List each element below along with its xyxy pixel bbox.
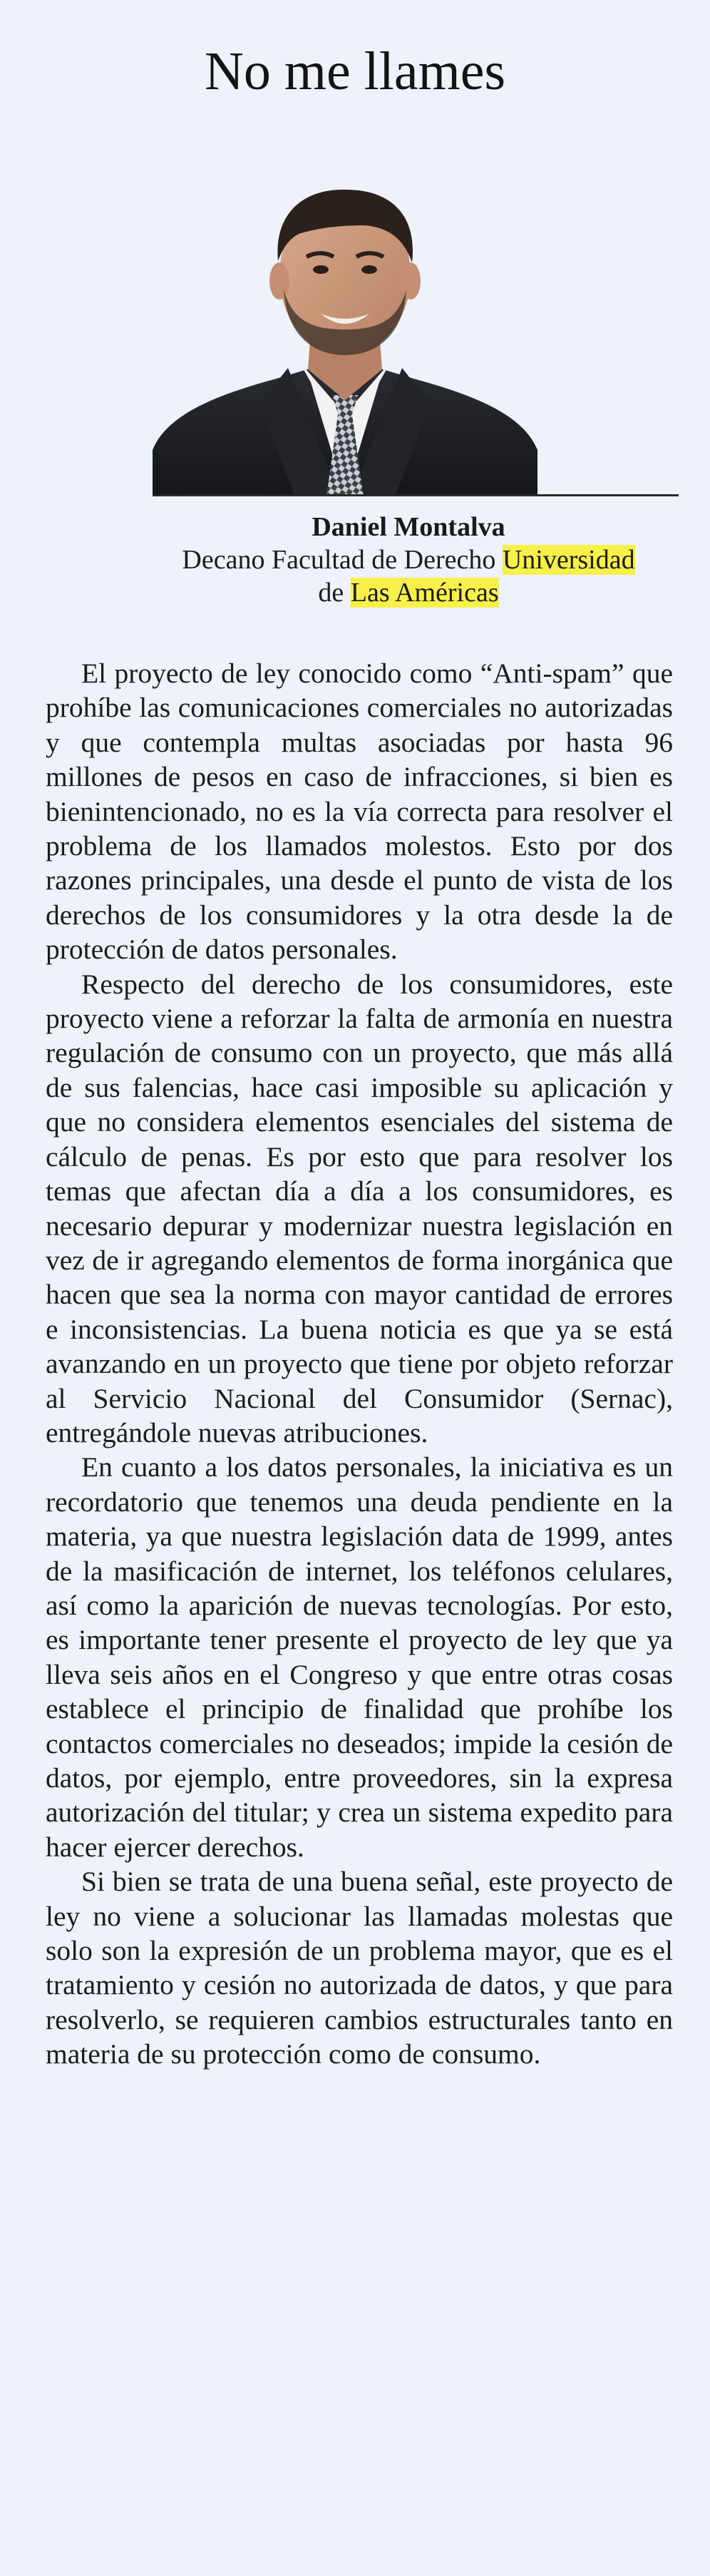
paragraph: En cuanto a los datos personales, la iniciativa es un recordatorio que tenemos una deuda pendiente en la materia, ya que nuestra legislación data de 1999, antes de la masificación de internet, los teléfonos celulares, así como la aparición de nuevas tecnologías. Por esto, es importante tener presente el proyecto de ley que ya lleva seis años en el Congreso y que entre otras cosas establece el principio de finalidad que prohíbe los contactos comerciales no deseados; impide la cesión de datos, por ejemplo, entre proveedores, sin la expresa autorización del titular; y crea un sistema expedito para hacer ejercer derechos. [46, 1451, 673, 1863]
paragraph: El proyecto de ley conocido como “Anti-spam” que prohíbe las comunicaciones comerciales no autorizadas y que contempla multas asociadas por hasta 96 millones de pesos en caso de infracciones, si bien es bienintencionado, no es la vía correcta para resolver el problema de los llamados molestos. Esto por dos razones principales, una desde el punto de vista de los derechos de los consumidores y la otra desde la de protección de datos personales. [46, 658, 673, 966]
byline [0, 511, 710, 609]
paragraph: Respecto del derecho de los consumidores, este proyecto viene a reforzar la falta de armonía en nuestra regulación de consumo con un proyecto, que más allá de sus falencias, hace casi imposible su aplicación y que no considera elementos esenciales del sistema de cálculo de penas. Es por esto que para resolver los temas que afectan día a día a los consumidores, es necesario depurar y modernizar nuestra legislación en vez de ir agregando elementos de forma inorgánica que hacen que sea la norma con mayor cantidad de errores e inconsistencias. La buena noticia es que ya se está avanzando en un proyecto que tiene por objeto reforzar al Servicio Nacional del Consumidor (Sernac), entregándole nuevas atribuciones. [46, 968, 673, 1448]
highlighted-university: Universidad [502, 545, 635, 575]
highlighted-las-americas: Las Américas [350, 578, 499, 608]
author-role-text: Decano Facultad de Derecho [182, 545, 503, 575]
paragraph: Si bien se trata de una buena señal, este proyecto de ley no viene a solucionar las llamadas molestas que solo son la expresión de un problema mayor, que es el tratamiento y cesión no autorizada de datos, y que para resolverlo, se requieren cambios estructurales tanto en materia de su protección como de consumo. [46, 1866, 673, 2070]
author-portrait [153, 168, 537, 496]
article-title: No me llames [204, 41, 506, 101]
author-role [107, 543, 710, 576]
article-body [46, 656, 673, 2072]
author-name: Daniel Montalva [312, 512, 505, 542]
author-role-text-2: de [318, 578, 351, 608]
byline-divider [153, 494, 679, 496]
author-role-line-2 [107, 576, 710, 609]
